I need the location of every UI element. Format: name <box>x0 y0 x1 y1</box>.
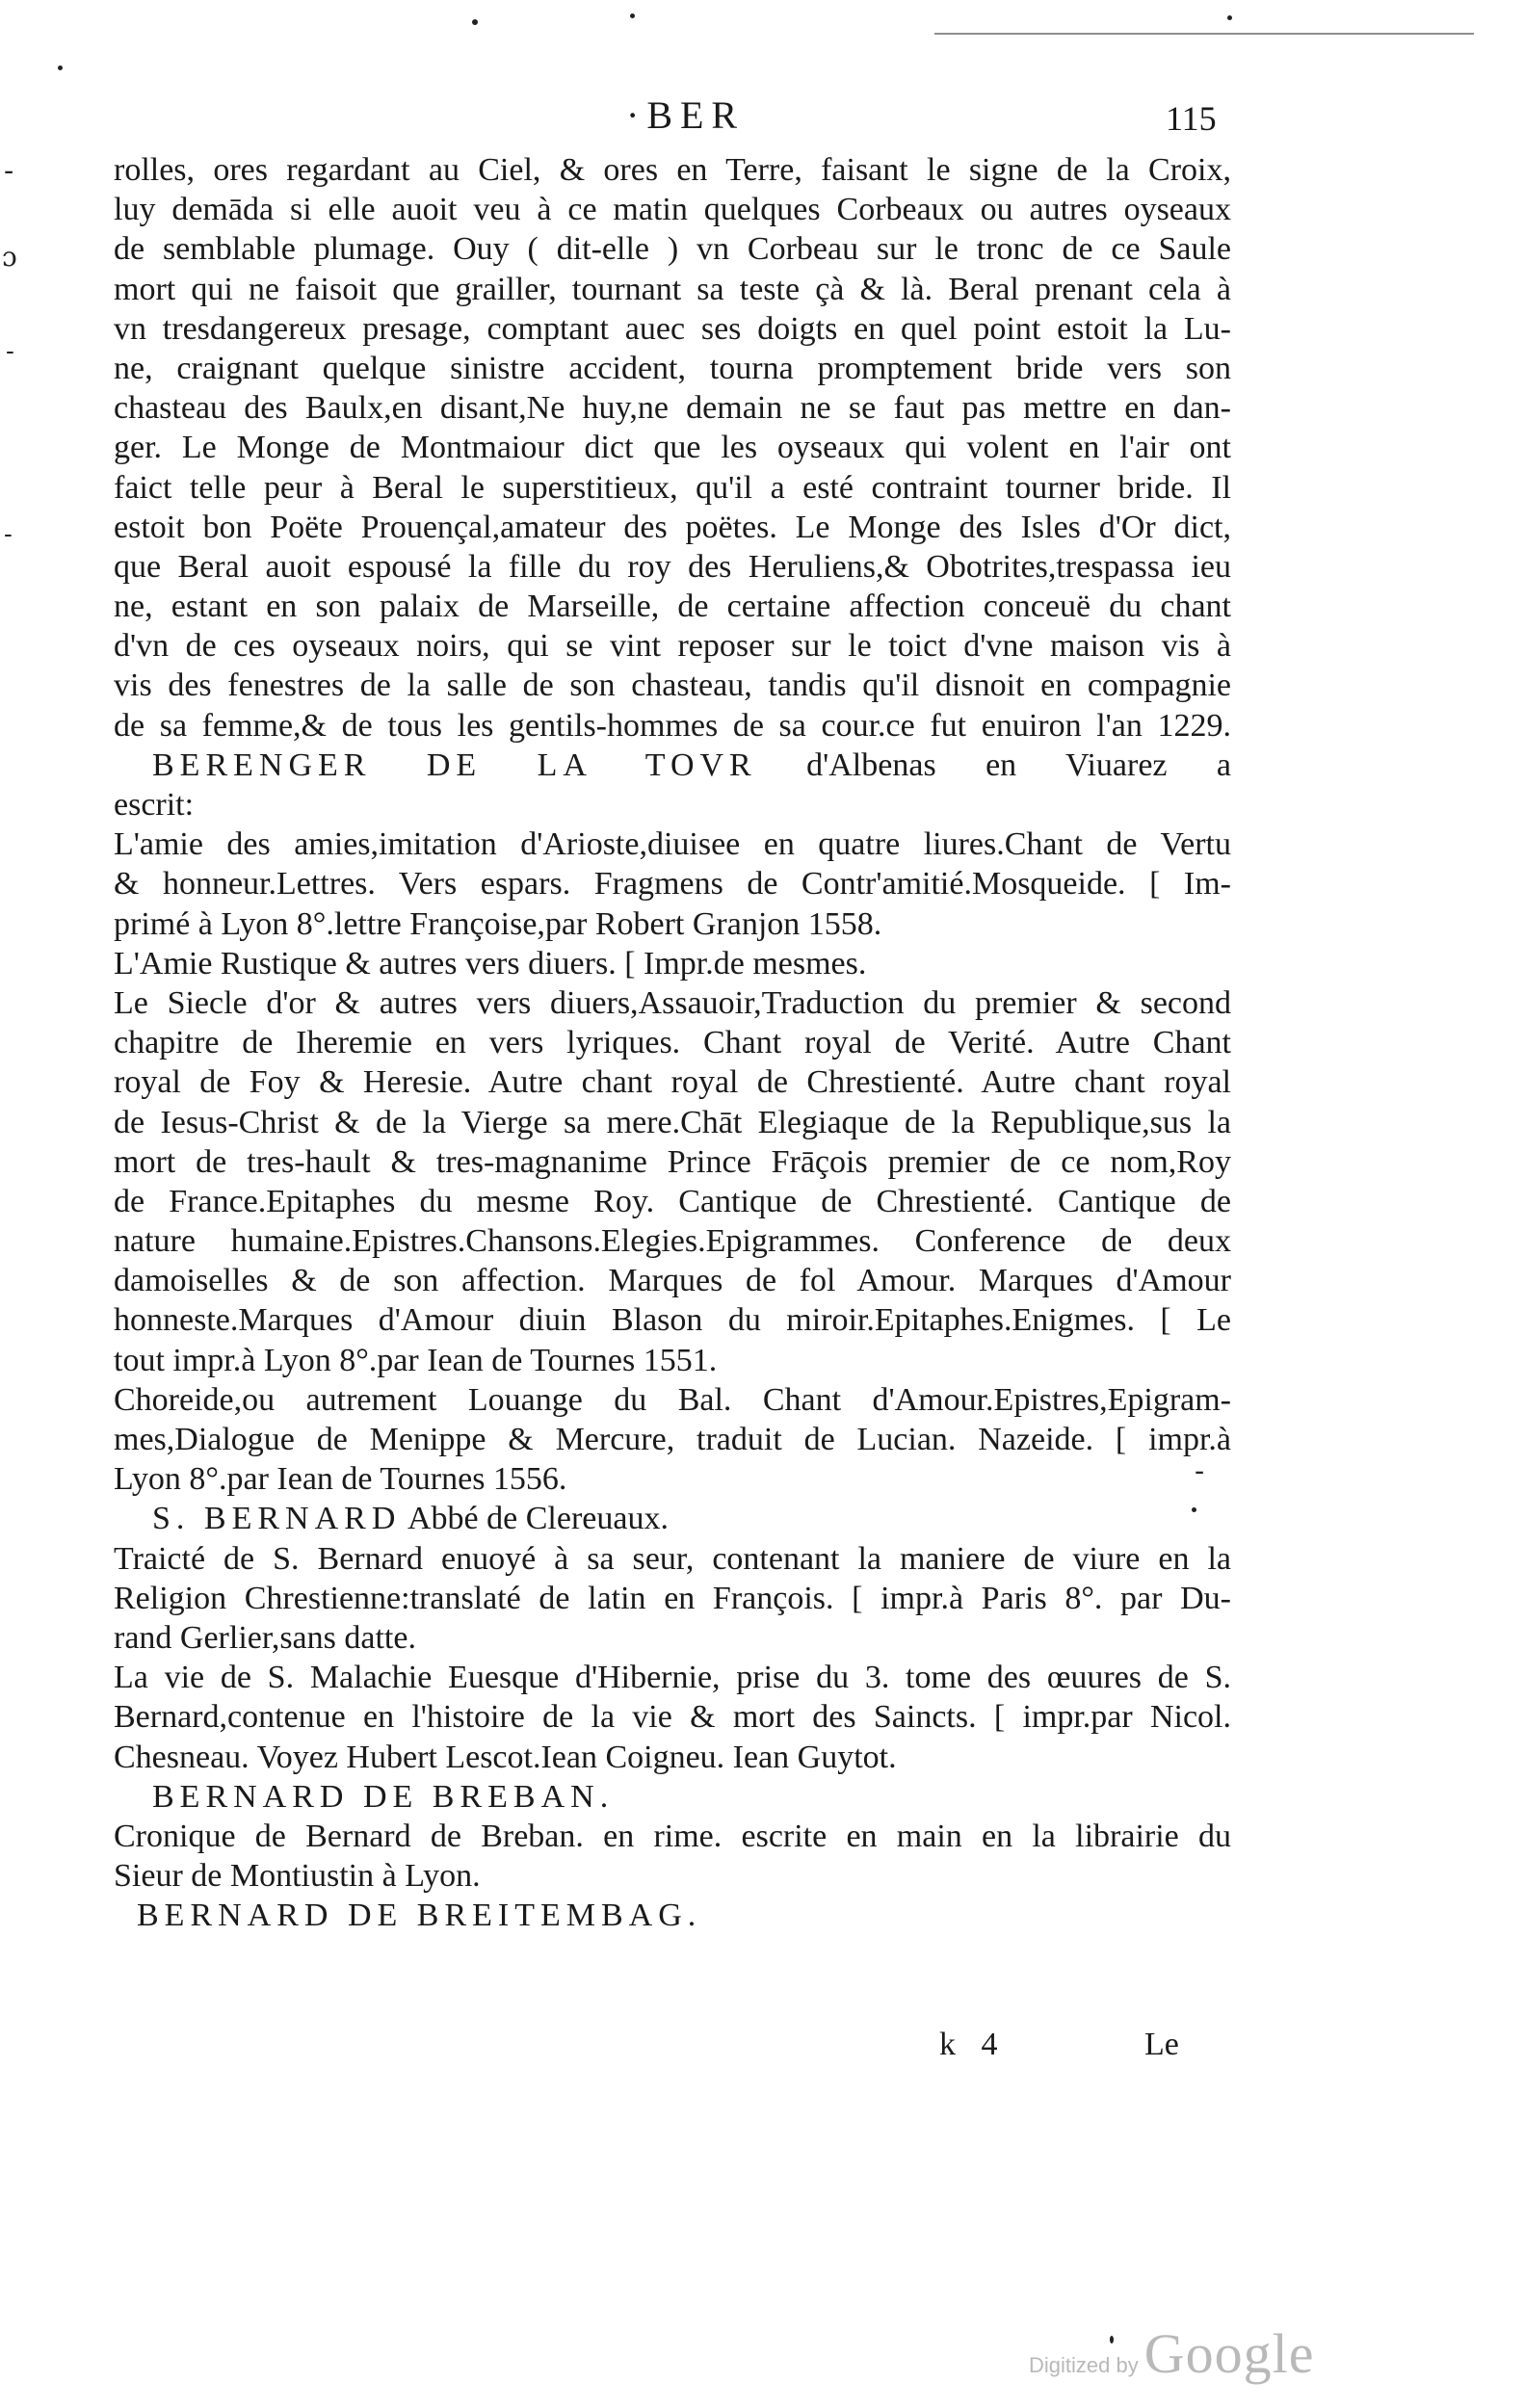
text-line: Bernard,contenue en l'histoire de la vie & mort des Saincts. [ impr.par Nicol. <box>114 1699 1231 1736</box>
entry-heading-berenger <box>114 746 1231 785</box>
text-line: ne, craignant quelque sinistre accident, tourna promptement bride vers son <box>114 350 1231 386</box>
text-line: L'Amie Rustique & autres vers diuers. [ Impr.de mesmes. <box>114 945 867 982</box>
text-line: tout impr.à Lyon 8°.par Iean de Tournes 1551. <box>114 1342 718 1378</box>
entry-heading-name: BERNARD DE BREBAN. <box>152 1778 615 1815</box>
text-line: La vie de S. Malachie Euesque d'Hibernie, prise du 3. tome des œuures de S. <box>114 1660 1231 1696</box>
scan-top-rule <box>934 33 1474 35</box>
entry-heading-name: S. BERNARD <box>152 1501 402 1537</box>
text-line: ne, estant en son palaix de Marseille, de certaine affection conceuë du chant <box>114 589 1231 625</box>
text-line: L'amie des amies,imitation d'Arioste,diuisee en quatre liures.Chant de Vertu <box>114 826 1231 863</box>
digitized-watermark <box>1029 2321 1315 2385</box>
scan-artifact-top <box>694 25 1503 42</box>
text-line: de semblable plumage. Ouy ( dit-elle ) vn Corbeau sur le tronc de ce Saule <box>114 231 1231 268</box>
page-number: 115 <box>1166 99 1217 138</box>
margin-bleed-mark: - <box>6 337 14 366</box>
entry-heading-name: BERENGER DE LA TOVR <box>152 746 757 783</box>
margin-bleed-mark: - <box>4 154 14 188</box>
text-line: Traicté de S. Bernard enuoyé à sa seur, contenant la maniere de viure en la <box>114 1540 1231 1577</box>
text-line: Choreide,ou autrement Louange du Bal. Chant d'Amour.Epistres,Epigram- <box>114 1381 1231 1418</box>
text-line: damoiselles & de son affection. Marques de fol Amour. Marques d'Amour <box>114 1263 1231 1299</box>
entry-heading-bernard <box>114 1499 1231 1538</box>
text-line: Le Siecle d'or & autres vers diuers,Assauoir,Traduction du premier & second <box>114 984 1231 1021</box>
ink-speck <box>58 65 63 70</box>
running-head: ·BER <box>626 93 746 137</box>
text-line: primé à Lyon 8°.lettre Françoise,par Robert Granjon 1558. <box>114 905 882 942</box>
text-line: vn tresdangereux presage, comptant auec ses doigts en quel point estoit la Lu- <box>114 310 1231 347</box>
text-line: honneste.Marques d'Amour diuin Blason du miroir.Epitaphes.Enigmes. [ Le <box>114 1302 1231 1339</box>
text-line: estoit bon Poëte Prouençal,amateur des poëtes. Le Monge des Isles d'Or dict, <box>114 509 1231 545</box>
text-line: rand Gerlier,sans datte. <box>114 1619 416 1656</box>
entry-heading-breban <box>114 1777 1231 1817</box>
watermark-prefix: Digitized by <box>1029 2353 1139 2377</box>
margin-bleed-mark: - <box>4 520 13 549</box>
text-line: rolles, ores regardant au Ciel, & ores en Terre, faisant le signe de la Croix, <box>114 152 1231 188</box>
text-line: ger. Le Monge de Montmaiour dict que les oyseaux qui volent en l'air ont <box>114 430 1231 466</box>
text-line: mort de tres-hault & tres-magnanime Prince Frāçois premier de ce nom,Roy <box>114 1143 1231 1180</box>
ink-speck <box>472 19 478 25</box>
watermark-brand: Google <box>1143 2322 1315 2385</box>
text-line: d'vn de ces oyseaux noirs, qui se vint reposer sur le toict d'vne maison vis à <box>114 628 1231 665</box>
text-line: vis des fenestres de la salle de son chasteau, tandis qu'il disnoit en compagnie <box>114 667 1231 704</box>
margin-bleed-mark: ɔ <box>2 241 17 273</box>
text-line: luy demāda si elle auoit veu à ce matin quelques Corbeaux ou autres oyseaux <box>114 192 1231 228</box>
text-line: mes,Dialogue de Menippe & Mercure, traduit de Lucian. Nazeide. [ impr.à <box>114 1422 1231 1457</box>
entry-heading-breitembag <box>114 1896 1231 1935</box>
text-line: de Iesus-Christ & de la Vierge sa mere.Chāt Elegiaque de la Republique,sus la <box>114 1104 1231 1140</box>
text-line: Sieur de Montiustin à Lyon. <box>114 1858 481 1895</box>
margin-bleed-mark: - <box>1195 1454 1205 1488</box>
entry-heading-rest: d'Albenas en Viuarez a <box>756 746 1231 783</box>
text-line: faict telle peur à Beral le superstitieux, qu'il a esté contraint tourner bride. Il <box>114 469 1231 506</box>
signature-mark: k 4 <box>939 2027 998 2062</box>
entry-heading-rest: Abbé de Clereuaux. <box>401 1501 669 1537</box>
ink-speck <box>630 13 635 18</box>
text-line: mort qui ne faisoit que grailler, tournant sa teste çà & là. Beral prenant cela à <box>114 271 1231 307</box>
text-line: Chesneau. Voyez Hubert Lescot.Iean Coigneu. Iean Guytot. <box>114 1739 897 1775</box>
entry-heading-name: BERNARD DE BREITEMBAG. <box>137 1898 702 1934</box>
text-line: escrit: <box>114 787 195 823</box>
text-line: Lyon 8°.par Iean de Tournes 1556. <box>114 1461 567 1498</box>
text-line: que Beral auoit espousé la fille du roy des Heruliens,& Obotrites,trespassa ieu <box>114 548 1231 585</box>
text-line: de sa femme,& de tous les gentils-hommes de sa cour.ce fut enuiron l'an 1229. <box>114 707 1231 744</box>
text-line: & honneur.Lettres. Vers espars. Fragmens de Contr'amitié.Mosqueide. [ Im- <box>114 866 1231 903</box>
catchword: Le <box>1144 2027 1179 2062</box>
body-text <box>114 150 1231 1935</box>
text-line: Cronique de Bernard de Breban. en rime. escrite en main en la librairie du <box>114 1818 1231 1854</box>
text-line: Religion Chrestienne:translaté de latin en François. [ impr.à Paris 8°. par Du- <box>114 1580 1231 1616</box>
text-line: chapitre de Iheremie en vers lyriques. Chant royal de Verité. Autre Chant <box>114 1025 1231 1061</box>
text-line: royal de Foy & Heresie. Autre chant royal de Chrestienté. Autre chant royal <box>114 1064 1231 1101</box>
ink-speck <box>1227 15 1232 20</box>
text-line: nature humaine.Epistres.Chansons.Elegies.Epigrammes. Conference de deux <box>114 1223 1231 1260</box>
text-line: de France.Epitaphes du mesme Roy. Cantique de Chrestienté. Cantique de <box>114 1183 1231 1219</box>
text-line: chasteau des Baulx,en disant,Ne huy,ne demain ne se faut pas mettre en dan- <box>114 390 1231 427</box>
